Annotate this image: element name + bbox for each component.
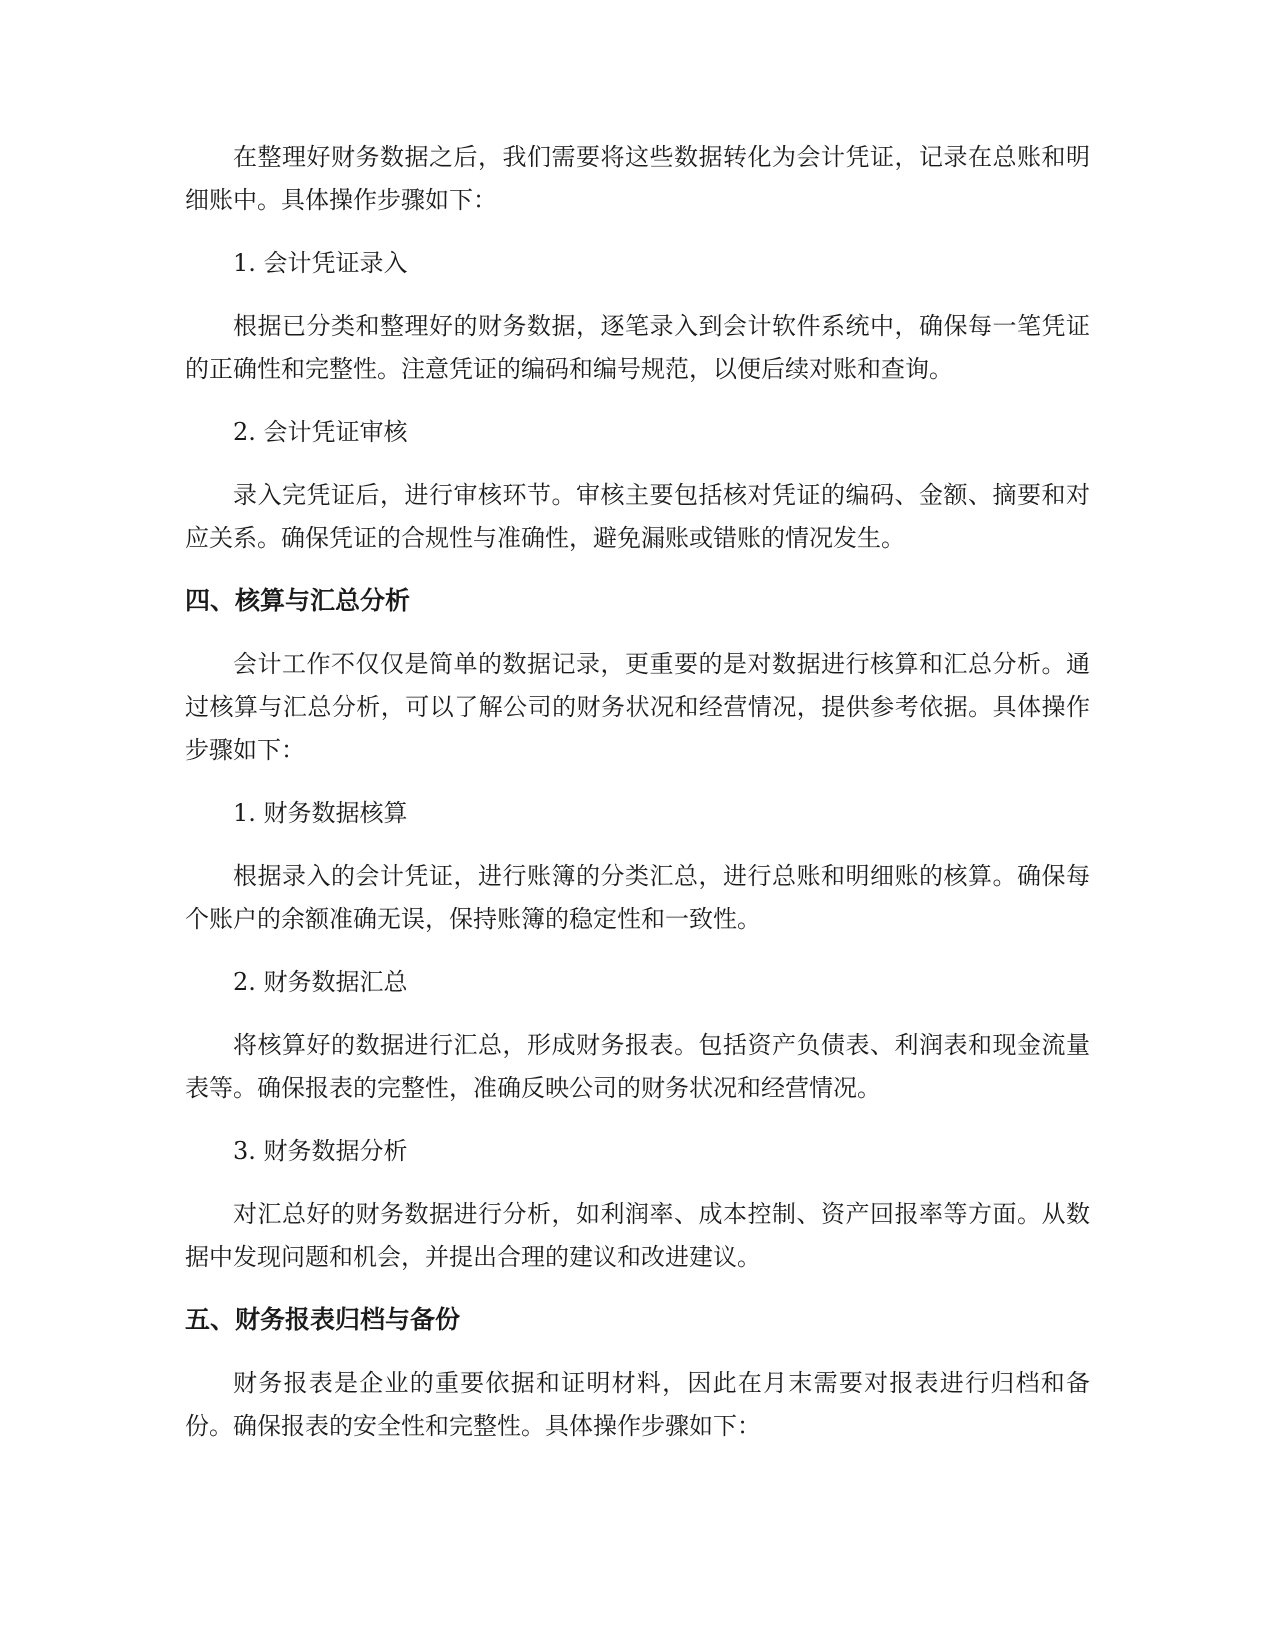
data-summary-paragraph: 将核算好的数据进行汇总，形成财务报表。包括资产负债表、利润表和现金流量表等。确保报表的完整性，准确反映公司的财务状况和经营情况。 bbox=[185, 1031, 1090, 1102]
document-page bbox=[185, 136, 1090, 1448]
voucher-entry-paragraph: 根据已分类和整理好的财务数据，逐笔录入到会计软件系统中，确保每一笔凭证的正确性和完整性。注意凭证的编码和编号规范，以便后续对账和查询。 bbox=[185, 312, 1090, 383]
data-analysis-paragraph: 对汇总好的财务数据进行分析，如利润率、成本控制、资产回报率等方面。从数据中发现问题和机会，并提出合理的建议和改进建议。 bbox=[185, 1200, 1090, 1271]
archive-backup-paragraph: 财务报表是企业的重要依据和证明材料，因此在月末需要对报表进行归档和备份。确保报表的安全性和完整性。具体操作步骤如下： bbox=[185, 1369, 1090, 1440]
section-heading-5: 五、财务报表归档与备份 bbox=[185, 1305, 461, 1334]
data-accounting-paragraph: 根据录入的会计凭证，进行账簿的分类汇总，进行总账和明细账的核算。确保每个账户的余额准确无误，保持账簿的稳定性和一致性。 bbox=[185, 862, 1090, 933]
voucher-review-paragraph: 录入完凭证后，进行审核环节。审核主要包括核对凭证的编码、金额、摘要和对应关系。确保凭证的合规性与准确性，避免漏账或错账的情况发生。 bbox=[185, 481, 1090, 552]
step-data-analysis: 3. 财务数据分析 bbox=[233, 1137, 408, 1165]
step-voucher-review: 2. 会计凭证审核 bbox=[233, 418, 408, 446]
step-data-accounting: 1. 财务数据核算 bbox=[233, 799, 408, 827]
accounting-analysis-paragraph: 会计工作不仅仅是简单的数据记录，更重要的是对数据进行核算和汇总分析。通过核算与汇总分析，可以了解公司的财务状况和经营情况，提供参考依据。具体操作步骤如下： bbox=[185, 650, 1090, 764]
step-voucher-entry: 1. 会计凭证录入 bbox=[233, 249, 408, 277]
step-data-summary: 2. 财务数据汇总 bbox=[233, 968, 408, 996]
section-heading-4: 四、核算与汇总分析 bbox=[185, 586, 411, 615]
intro-paragraph: 在整理好财务数据之后，我们需要将这些数据转化为会计凭证，记录在总账和明细账中。具体操作步骤如下： bbox=[185, 143, 1090, 214]
